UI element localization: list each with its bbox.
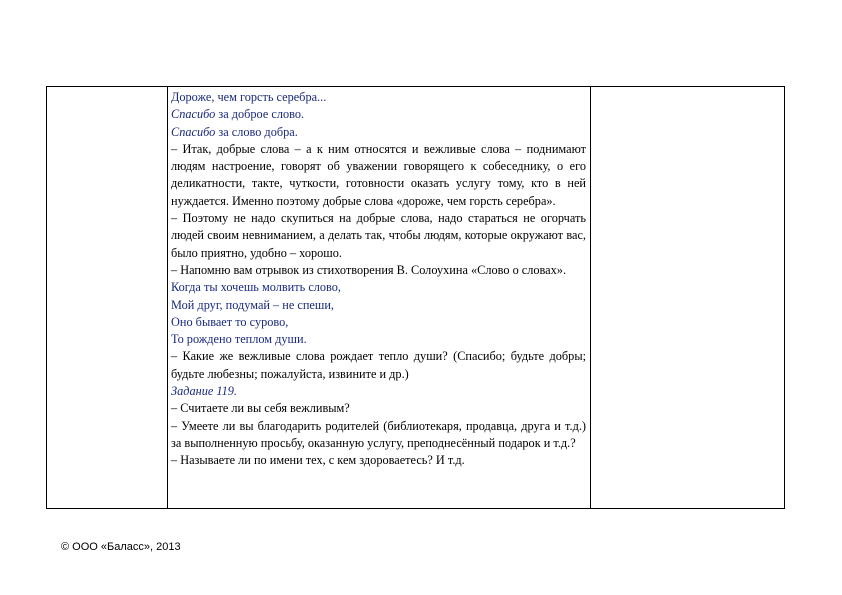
paragraph: – Поэтому не надо скупиться на добрые слова, надо стараться не огорчать людей своим невниманием, а делать так, чтобы людям, которые окружают вас, было приятно, удобно – хорошо. — [171, 211, 586, 260]
column-divider-right — [590, 87, 591, 508]
quote-line — [171, 124, 586, 141]
poem-line: Мой друг, подумай – не спеши, — [171, 297, 335, 312]
poem-line: Когда ты хочешь молвить слово, — [171, 280, 342, 295]
copyright-footer: © ООО «Баласс», 2013 — [61, 541, 181, 553]
poem-line: Оно бывает то сурово, — [171, 314, 289, 329]
quote-italic-word: Спасибо — [171, 107, 216, 122]
quote-rest: за доброе слово. — [215, 107, 305, 122]
paragraph: – Какие же вежливые слова рождает тепло души? (Спасибо; будьте добры; будьте любезны; пожалуйста, извините и др.) — [171, 349, 586, 381]
quote-line — [171, 106, 586, 123]
column-divider-left — [167, 87, 168, 508]
quote-rest: за слово добра. — [215, 124, 298, 139]
paragraph: – Итак, добрые слова – а к ним относятся и вежливые слова – поднимают людям настроение, говорят об уважении говорящего к собеседнику, о его деликатности, такте, чуткости, готовности оказать услугу тому, кто в ней нуждается. Именно поэтому добрые слова «дороже, чем горсть серебра». — [171, 141, 586, 208]
paragraph: – Напомню вам отрывок из стихотворения В. Солоухина «Слово о словах». — [171, 262, 567, 277]
question: – Считаете ли вы себя вежливым? — [171, 401, 350, 416]
quote-line: Дороже, чем горсть серебра... — [171, 90, 327, 104]
lesson-table — [46, 86, 785, 509]
task-heading: Задание 119. — [171, 384, 237, 399]
question: – Умеете ли вы благодарить родителей (библиотекаря, продавца, друга и т.д.) за выполненную просьбу, оказанную услугу, преподнесённый подарок и т.д.? — [171, 418, 586, 450]
question: – Называете ли по имени тех, с кем здороваетесь? И т.д. — [171, 453, 465, 468]
lesson-content-cell — [171, 89, 586, 470]
quote-italic-word: Спасибо — [171, 124, 216, 139]
poem-line: То рождено теплом души. — [171, 332, 307, 347]
